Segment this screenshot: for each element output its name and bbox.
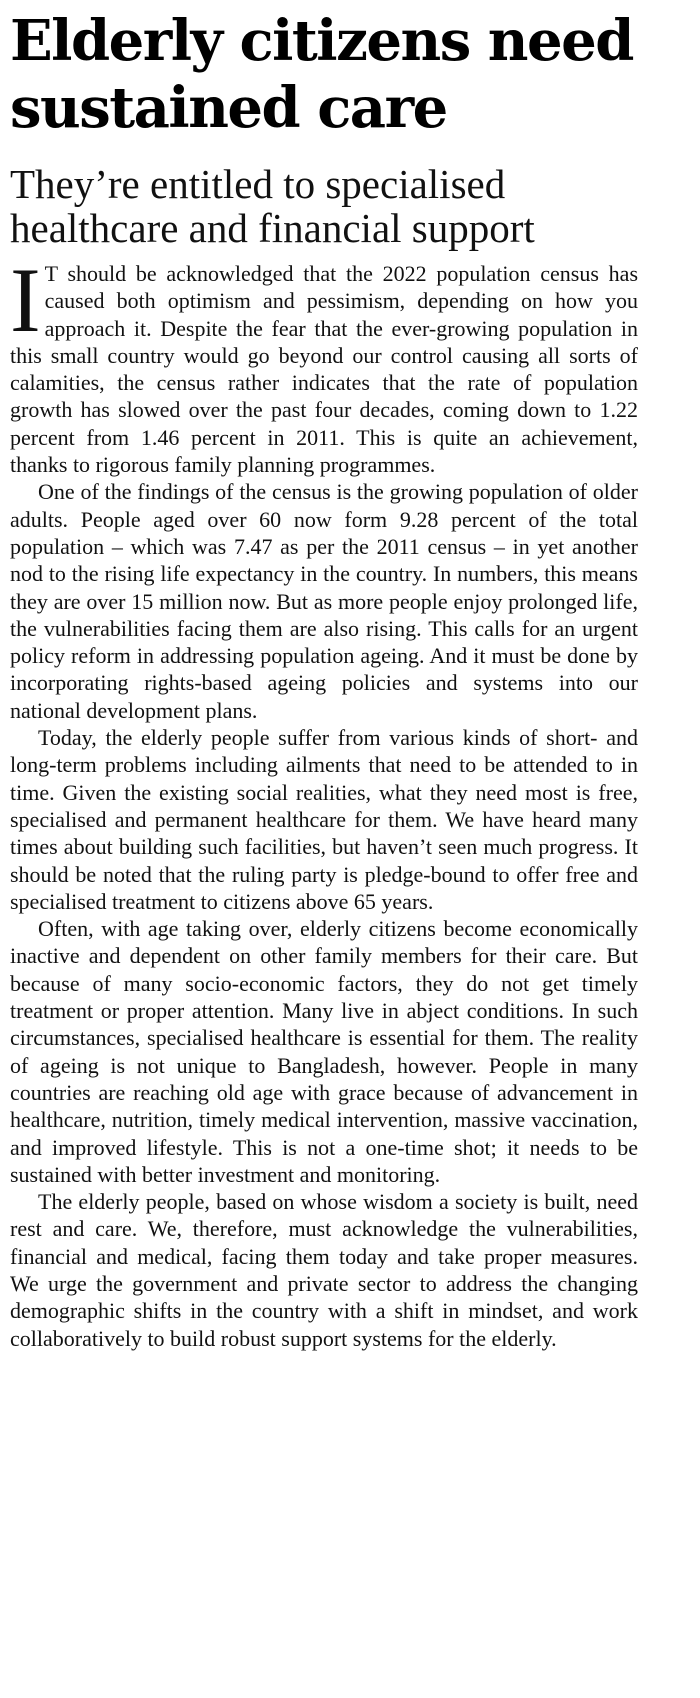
paragraph-1 xyxy=(10,249,638,478)
article-body xyxy=(10,249,638,1352)
paragraph-4: Often, with age taking over, elderly citizens become economically inactive and dependent on other family members for their care. But because of many socio-economic factors, they do not get timely treatment or proper attention. Many live in abject conditions. In such circumstances, specialised healthcare is essential for them. The reality of ageing is not unique to Bangladesh, however. People in many countries are reaching old age with grace because of advancement in healthcare, nutrition, timely medical intervention, massive vaccination, and improved lifestyle. This is not a one-time shot; it needs to be sustained with better investment and monitoring. xyxy=(10,916,638,1187)
paragraph-1-text: T should be acknowledged that the 2022 population census has caused both optimism and pessimism, depending on how you approach it. Despite the fear that the ever-growing population in this small country would go beyond our control causing all sorts of calamities, the census rather indicates that the rate of population growth has slowed over the past four decades, coming down to 1.22 percent from 1.46 percent in 2011. This is quite an achievement, thanks to rigorous family planning programmes. xyxy=(10,261,638,478)
editorial-article xyxy=(10,8,638,1352)
paragraph-3: Today, the elderly people suffer from various kinds of short- and long-term problems including ailments that need to be attended to in time. Given the existing social realities, what they need most is free, specialised and permanent healthcare for them. We have heard many times about building such facilities, but haven’t seen much progress. It should be noted that the ruling party is pledge-bound to offer free and specialised treatment to citizens above 65 years. xyxy=(10,725,638,914)
subheadline: They’re entitled to specialised healthcare and financial support xyxy=(10,161,535,251)
drop-cap: I xyxy=(10,249,41,351)
headline: Elderly citizens need sustained care xyxy=(10,8,633,141)
paragraph-2: One of the findings of the census is the growing population of older adults. People aged over 60 now form 9.28 percent of the total population – which was 7.47 as per the 2011 census – in yet another nod to the rising life expectancy in the country. In numbers, this means they are over 15 million now. But as more people enjoy prolonged life, the vulnerabilities facing them are also rising. This calls for an urgent policy reform in addressing population ageing. And it must be done by incorporating rights-based ageing policies and systems into our national development plans. xyxy=(10,479,638,723)
paragraph-5: The elderly people, based on whose wisdom a society is built, need rest and care. We, therefore, must acknowledge the vulnerabilities, financial and medical, facing them today and take proper measures. We urge the government and private sector to address the changing demographic shifts in the country with a shift in mindset, and work collaboratively to build robust support systems for the elderly. xyxy=(10,1189,638,1351)
